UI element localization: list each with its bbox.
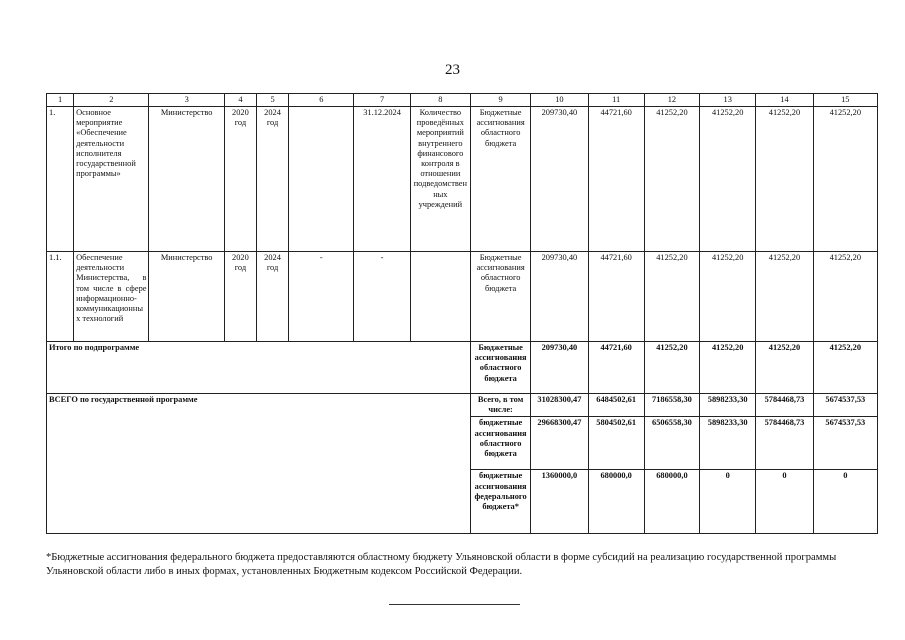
deadline: 31.12.2024 xyxy=(354,107,410,252)
indicator xyxy=(410,252,470,342)
funding-source: Всего, в том числе: xyxy=(470,394,530,417)
amount-2021: 41252,20 xyxy=(644,252,699,342)
amount-2024: 41252,20 xyxy=(813,107,877,252)
total-value: 5674537,53 xyxy=(813,394,877,417)
total-value: 6484502,61 xyxy=(588,394,644,417)
col-num: 5 xyxy=(256,94,288,107)
col-num: 11 xyxy=(588,94,644,107)
subtotal-value: 41252,20 xyxy=(756,342,813,394)
amount-2024: 41252,20 xyxy=(813,252,877,342)
amount-2022: 41252,20 xyxy=(700,252,756,342)
amount-2022: 41252,20 xyxy=(700,107,756,252)
start-year: 2020 год xyxy=(224,107,256,252)
column-number-row xyxy=(47,94,878,107)
col-num: 12 xyxy=(644,94,699,107)
col-num: 15 xyxy=(813,94,877,107)
total-value: 5784468,73 xyxy=(756,394,813,417)
row-index: 1. xyxy=(47,107,74,252)
col6-cell xyxy=(289,107,354,252)
end-year: 2024 год xyxy=(256,107,288,252)
amount-2020: 44721,60 xyxy=(588,107,644,252)
amount-total: 209730,40 xyxy=(531,107,588,252)
total-value: 5898233,30 xyxy=(700,417,756,470)
total-value: 7186558,30 xyxy=(644,394,699,417)
total-value: 5784468,73 xyxy=(756,417,813,470)
deadline: - xyxy=(354,252,410,342)
col-num: 4 xyxy=(224,94,256,107)
col-num: 14 xyxy=(756,94,813,107)
col-num: 3 xyxy=(149,94,224,107)
total-value: 1360000,0 xyxy=(531,470,588,534)
col-num: 7 xyxy=(354,94,410,107)
measure-name: Основное мероприятие «Обеспечение деятельности исполнителя государственной программы» xyxy=(74,107,149,252)
total-value: 6506558,30 xyxy=(644,417,699,470)
end-year: 2024 год xyxy=(256,252,288,342)
amount-2021: 41252,20 xyxy=(644,107,699,252)
funding-source: бюджетные ассигнования областного бюджета xyxy=(470,417,530,470)
measure-name: Обеспечение деятельности Министерства, в том числе в сфере информационно-коммуникационных технологий xyxy=(74,252,149,342)
total-value: 0 xyxy=(756,470,813,534)
subtotal-value: 44721,60 xyxy=(588,342,644,394)
funding-source: Бюджетные ассигнования областного бюджета xyxy=(470,342,530,394)
total-value: 5804502,61 xyxy=(588,417,644,470)
footnote: *Бюджетные ассигнования федерального бюджета предоставляются областному бюджету Ульяновской области в форме субсидий на реализацию государственной программы Ульяновской области либо в иных формах, установленных Бюджетным кодексом Российской Федерации. xyxy=(46,552,837,577)
amount-2023: 41252,20 xyxy=(756,252,813,342)
amount-total: 209730,40 xyxy=(531,252,588,342)
table-row xyxy=(47,107,878,252)
separator-line xyxy=(389,604,520,605)
total-value: 31028300,47 xyxy=(531,394,588,417)
executor: Министерство xyxy=(149,107,224,252)
total-value: 0 xyxy=(813,470,877,534)
total-value: 680000,0 xyxy=(644,470,699,534)
executor: Министерство xyxy=(149,252,224,342)
total-row xyxy=(47,394,878,417)
total-label: ВСЕГО по государственной программе xyxy=(47,394,471,534)
subtotal-value: 41252,20 xyxy=(813,342,877,394)
col-num: 2 xyxy=(74,94,149,107)
start-year: 2020 год xyxy=(224,252,256,342)
total-value: 5898233,30 xyxy=(700,394,756,417)
subtotal-value: 41252,20 xyxy=(644,342,699,394)
table-row xyxy=(47,252,878,342)
total-value: 29668300,47 xyxy=(531,417,588,470)
funding-source: бюджетные ассигнования федерального бюджета* xyxy=(470,470,530,534)
funding-source: Бюджетные ассигнования областного бюджета xyxy=(470,252,530,342)
funding-source: Бюджетные ассигнования областного бюджета xyxy=(470,107,530,252)
col-num: 9 xyxy=(470,94,530,107)
col-num: 6 xyxy=(289,94,354,107)
col-num: 10 xyxy=(531,94,588,107)
subtotal-value: 41252,20 xyxy=(700,342,756,394)
col-num: 13 xyxy=(700,94,756,107)
total-value: 0 xyxy=(700,470,756,534)
subtotal-label: Итого по подпрограмме xyxy=(47,342,471,394)
subtotal-value: 209730,40 xyxy=(531,342,588,394)
program-funding-table xyxy=(46,93,878,534)
amount-2020: 44721,60 xyxy=(588,252,644,342)
indicator: Количество проведённых мероприятий внутреннего финансового контроля в отношении подведомственных учреждений xyxy=(410,107,470,252)
col-num: 1 xyxy=(47,94,74,107)
total-value: 680000,0 xyxy=(588,470,644,534)
subtotal-row xyxy=(47,342,878,394)
amount-2023: 41252,20 xyxy=(756,107,813,252)
row-index: 1.1. xyxy=(47,252,74,342)
total-value: 5674537,53 xyxy=(813,417,877,470)
col-num: 8 xyxy=(410,94,470,107)
col6-cell: - xyxy=(289,252,354,342)
page-number: 23 xyxy=(445,62,460,78)
